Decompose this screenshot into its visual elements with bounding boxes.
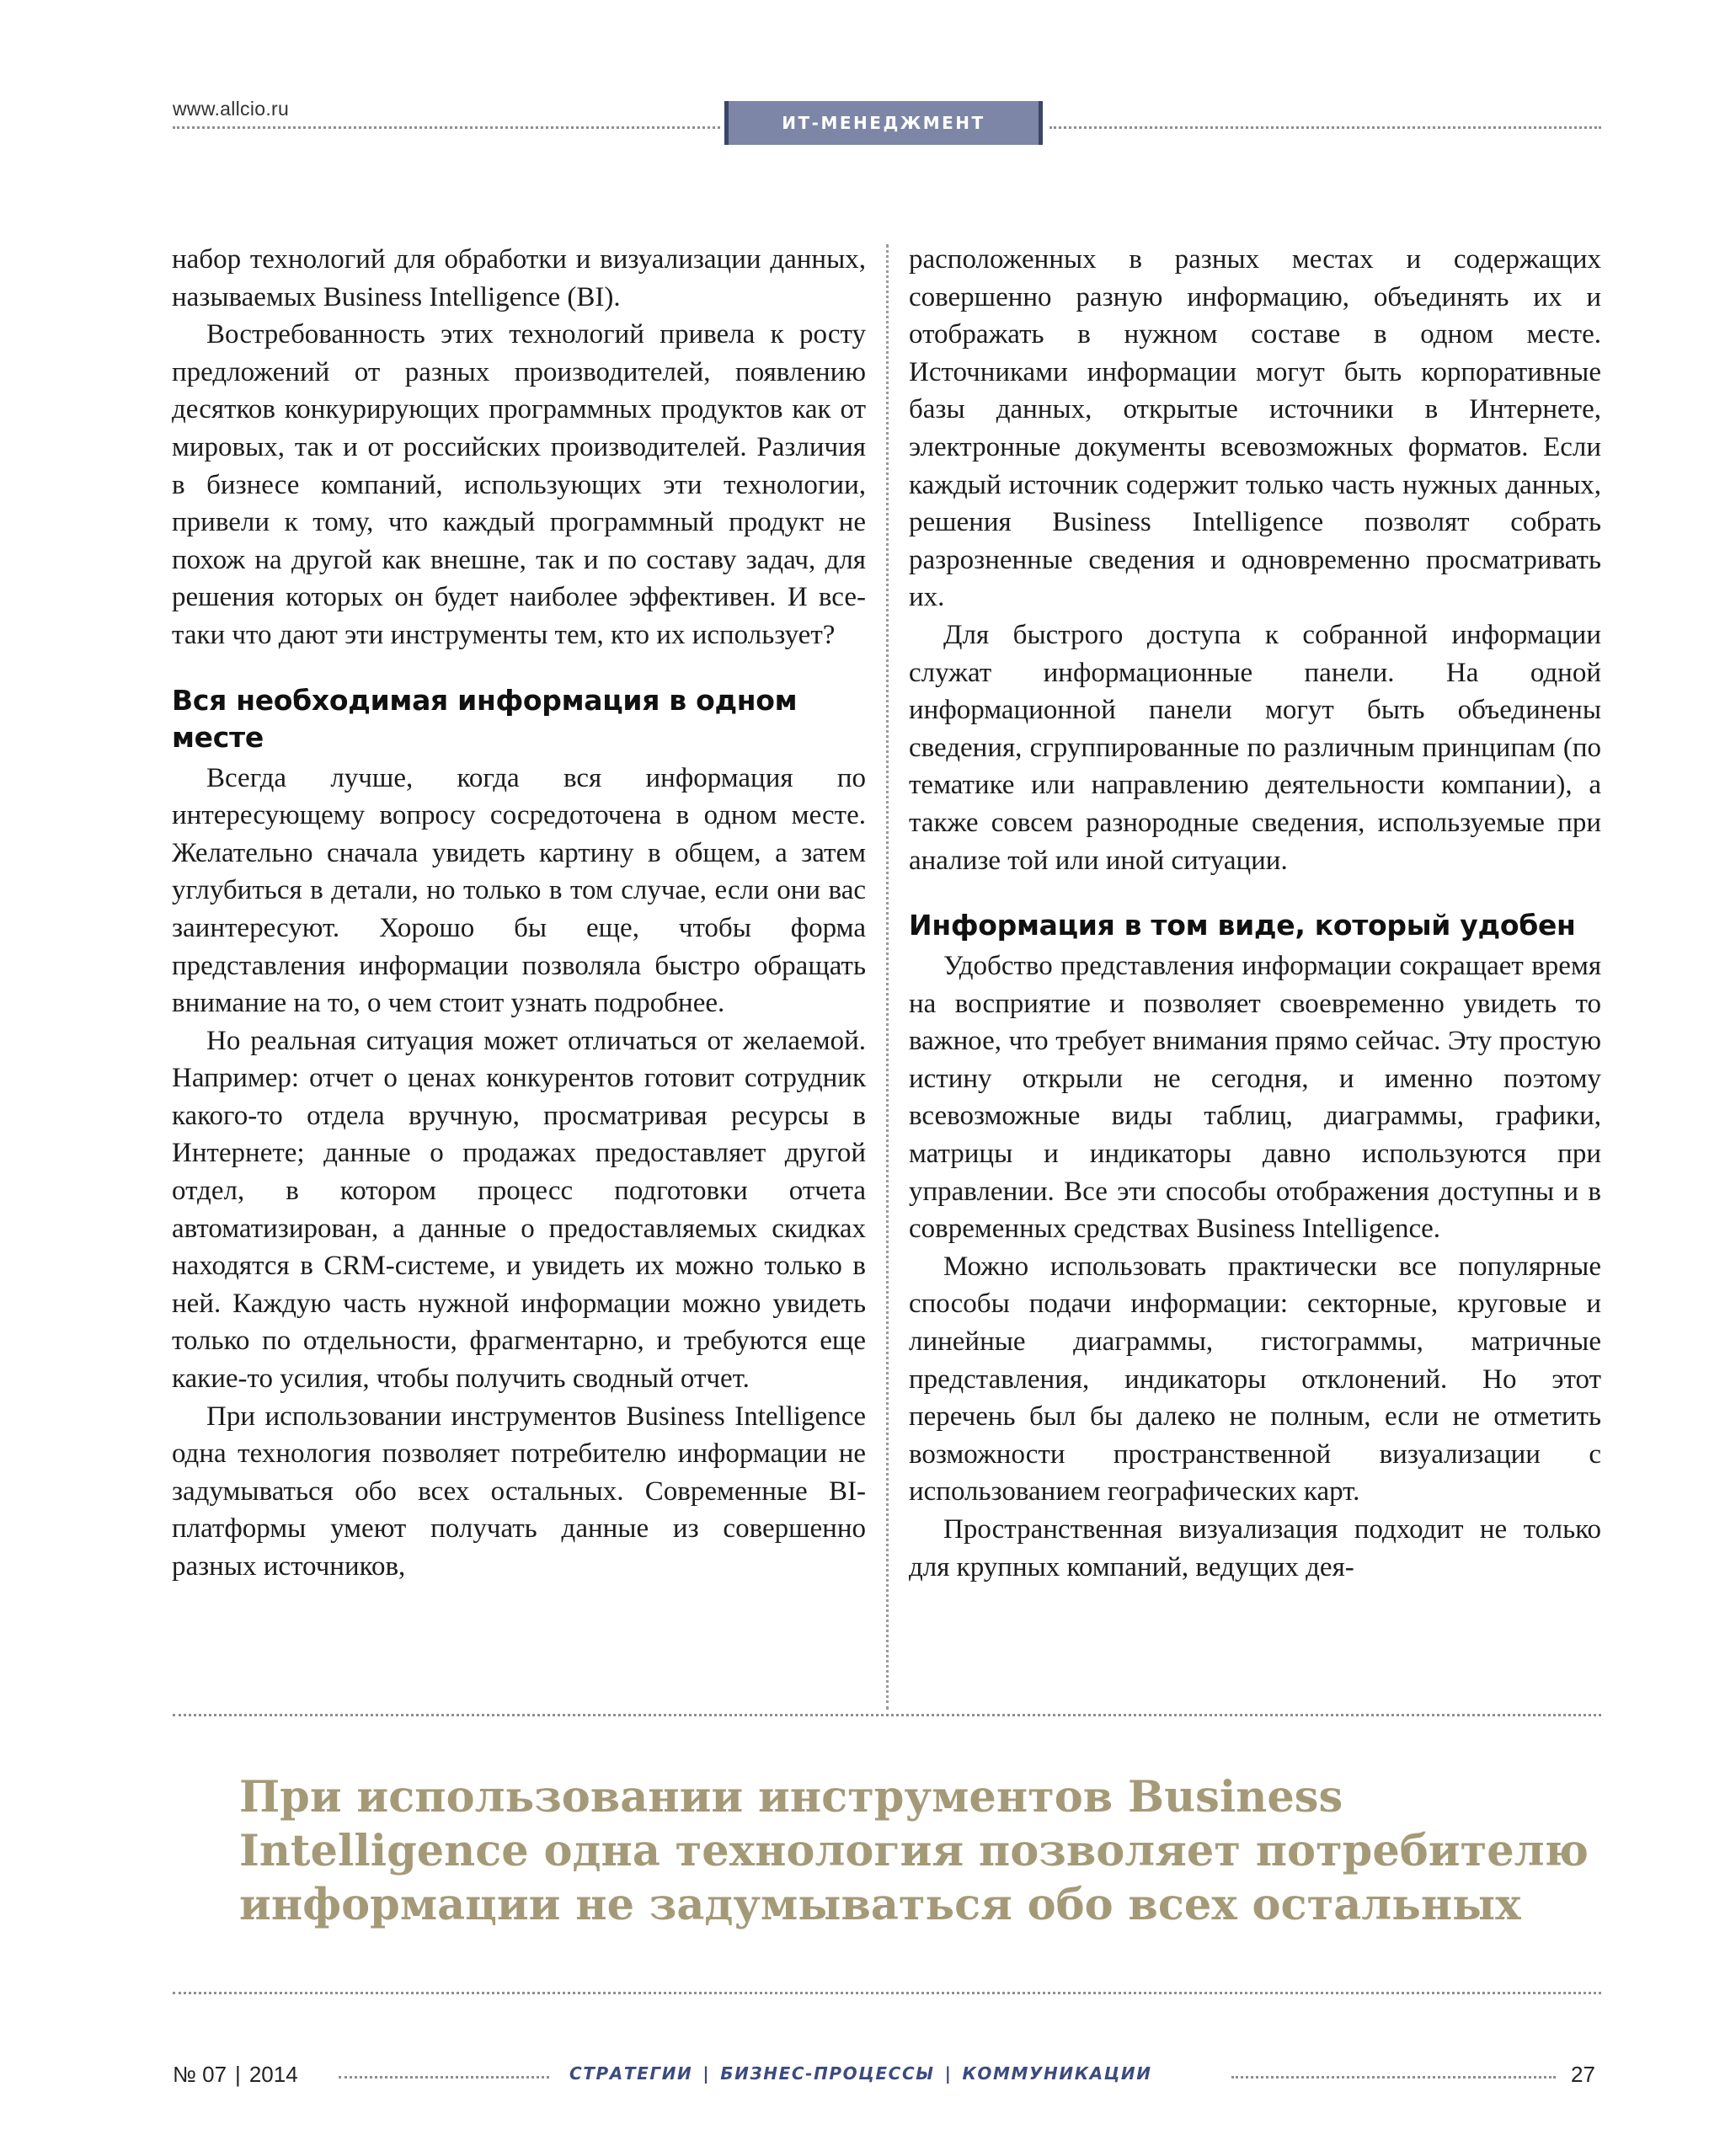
quote-rule-bottom — [173, 1992, 1601, 1994]
footer-rule-left — [339, 2076, 549, 2079]
footer-nav-item[interactable]: КОММУНИКАЦИИ — [962, 2063, 1152, 2084]
footer-nav — [569, 2063, 1152, 2084]
quote-rule-top — [173, 1714, 1601, 1716]
footer-rule-right — [1231, 2076, 1556, 2079]
header-rule-left — [173, 126, 720, 129]
subheading: Вся необходимая информация в одном месте — [172, 683, 798, 754]
paragraph: Удобство представления информации сокращает время на восприятие и позволяет своевременно увидеть то важное, что требует внимания прямо сейчас. Эту простую истину открыли не сегодня, и именно поэтому всевозможные виды таблиц, диаграммы, графики, матрицы и индикаторы давно используются при управлении. Все эти способы отображения доступны и в современных средствах Business Intelligence. — [909, 951, 1601, 1245]
paragraph: Пространственная визуализация подходит не только для крупных компаний, ведущих дея- — [909, 1514, 1601, 1582]
pull-quote: При использовании инструментов Business Intelligence одна технология позволяет потребителю информации не задумываться обо всех остальных — [239, 1772, 1589, 1930]
separator: | — [702, 2063, 711, 2084]
left-column — [172, 241, 866, 1586]
separator: | — [235, 2062, 241, 2087]
issue-year: 2014 — [248, 2062, 298, 2087]
issue-info — [173, 2062, 298, 2088]
paragraph: расположенных в разных местах и содержащих совершенно разную информацию, объединять их и отображать в нужном составе в одном месте. Источниками информации могут быть корпоративные базы данных, открытые источники в Интернете, электронные документы всевозможных форматов. Если каждый источник содержит только часть нужных данных, решения Business Intelligence позволят собрать разрозненные сведения и одновременно просматривать их. — [909, 244, 1601, 613]
paragraph: Можно использовать практически все популярные способы подачи информации: секторные, круговые и линейные диаграммы, гистограммы, матричные представления, индикаторы отклонений. Но этот перечень был бы далеко не полным, если не отметить возможности пространственной визуализации с использованием географических карт. — [909, 1251, 1601, 1508]
footer-nav-item[interactable]: СТРАТЕГИИ — [569, 2063, 693, 2084]
paragraph: набор технологий для обработки и визуализации данных, называемых Business Intelligence (BI). — [172, 244, 866, 312]
separator: | — [944, 2063, 953, 2084]
footer-nav-item[interactable]: БИЗНЕС-ПРОЦЕССЫ — [720, 2063, 935, 2084]
paragraph: Но реальная ситуация может отличаться от желаемой. Например: отчет о ценах конкурентов готовит сотрудник какого-то отдела вручную, просматривая ресурсы в Интернете; данные о продажах предоставляет другой отдел, в котором процесс подготовки отчета автоматизирован, а данные о предоставляемых скидках находятся в CRM-системе, и увидеть их можно только в ней. Каждую часть нужной информации можно увидеть только по отдельности, фрагментарно, и требуются еще какие-то усилия, чтобы получить сводный отчет. — [172, 1025, 866, 1395]
issue-number: № 07 — [173, 2062, 227, 2087]
paragraph: Для быстрого доступа к собранной информации служат информационные панели. На одной информационной панели могут быть объединены сведения, сгруппированные по различным принципам (по тематике или направлению деятельности компании), а также совсем разнородные сведения, используемые при анализе той или иной ситуации. — [909, 619, 1601, 876]
header-rule-right — [1049, 126, 1601, 129]
paragraph: Востребованность этих технологий привела к росту предложений от разных производителей, появлению десятков конкурирующих программных продуктов как от мировых, так и от российских производителей. Различия в бизнесе компаний, использующих эти технологии, привели к тому, что каждый программный продукт не похож на другой как внешне, так и по составу задач, для решения которых он будет наиболее эффективен. И все-таки что дают эти инструменты тем, кто их использует? — [172, 319, 866, 650]
paragraph: Всегда лучше, когда вся информация по интересующему вопросу сосредоточена в одном месте. Желательно сначала увидеть картину в общем, а затем углубиться в детали, но только в том случае, если они вас заинтересуют. Хорошо бы еще, чтобы форма представления информации позволяла быстро обращать внимание на то, о чем стоит узнать подробнее. — [172, 762, 866, 1019]
page-number: 27 — [1571, 2062, 1595, 2087]
column-divider — [886, 244, 889, 1710]
right-column — [909, 241, 1601, 1586]
section-tag: ИТ-МЕНЕДЖМЕНТ — [724, 101, 1043, 145]
paragraph: При использовании инструментов Business Intelligence одна технология позволяет потребителю информации не задумываться обо всех остальных. Современные BI-платформы умеют получать данные из совершенно разных источников, — [172, 1401, 866, 1582]
subheading: Информация в том виде, который удобен — [909, 909, 1576, 942]
site-url: www.allcio.ru — [173, 98, 290, 120]
